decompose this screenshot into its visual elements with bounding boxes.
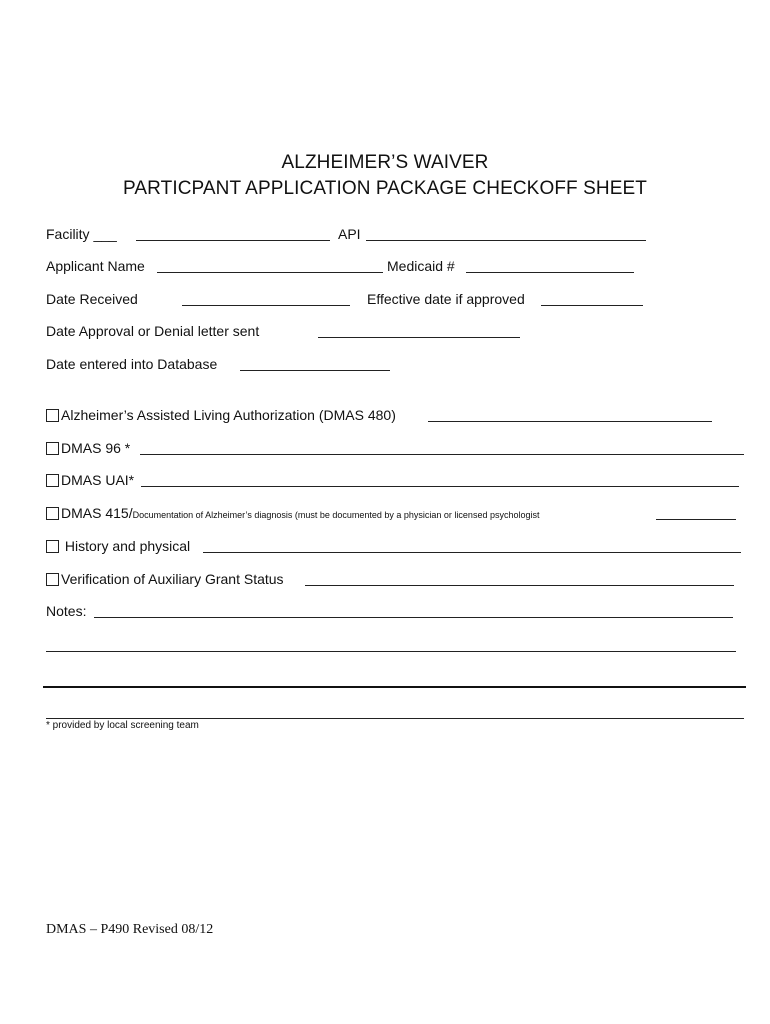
checklist-item-auxiliary-grant	[46, 571, 284, 587]
date-received-field-line[interactable]	[182, 305, 350, 306]
checkbox-auxiliary-grant[interactable]	[46, 573, 59, 586]
checklist-item-auxiliary-grant-label: Verification of Auxiliary Grant Status	[61, 571, 284, 587]
notes-line-1[interactable]	[94, 617, 733, 618]
checklist-item-dmas480-label: Alzheimer’s Assisted Living Authorization (DMAS 480)	[61, 407, 396, 423]
checklist-item-dmas415	[46, 505, 539, 521]
notes-line-3[interactable]	[46, 718, 744, 719]
applicant-name-label: Applicant Name	[46, 258, 145, 274]
notes-line-2[interactable]	[46, 651, 736, 652]
form-title-line2: PARTICPANT APPLICATION PACKAGE CHECKOFF SHEET	[123, 178, 647, 199]
facility-field-line[interactable]	[136, 240, 330, 241]
checklist-item-dmas415-label: DMAS 415/	[61, 505, 133, 521]
dmas96-line	[140, 454, 744, 455]
form-footer: DMAS – P490 Revised 08/12	[46, 922, 214, 937]
medicaid-field-line[interactable]	[466, 272, 634, 273]
date-database-field-line[interactable]	[240, 370, 390, 371]
checklist-item-dmas-uai	[46, 472, 134, 488]
checkbox-dmas96[interactable]	[46, 442, 59, 455]
section-divider	[43, 686, 746, 688]
checklist-item-dmas96	[46, 440, 130, 456]
effective-date-field-line[interactable]	[541, 305, 643, 306]
checklist-item-history	[46, 538, 190, 554]
api-label: API	[338, 226, 361, 242]
checklist-item-history-label: History and physical	[64, 538, 191, 554]
medicaid-label: Medicaid #	[387, 258, 455, 274]
checkbox-history[interactable]	[46, 540, 59, 553]
applicant-name-field-line[interactable]	[157, 272, 383, 273]
date-letter-sent-label: Date Approval or Denial letter sent	[46, 323, 260, 339]
dmas480-line	[428, 421, 712, 422]
api-field-line[interactable]	[366, 240, 646, 241]
form-title-line1: ALZHEIMER’S WAIVER	[281, 152, 489, 173]
date-database-label: Date entered into Database	[46, 356, 218, 372]
checklist-item-dmas480	[46, 407, 396, 423]
checklist-item-dmas-uai-label: DMAS UAI*	[61, 472, 135, 488]
dmas-uai-line	[141, 486, 739, 487]
effective-date-label: Effective date if approved	[367, 291, 525, 307]
checklist-item-dmas96-label: DMAS 96 *	[61, 440, 131, 456]
date-received-label: Date Received	[46, 291, 138, 307]
checkbox-dmas415[interactable]	[46, 507, 59, 520]
footnote: * provided by local screening team	[46, 720, 199, 731]
date-letter-sent-field-line[interactable]	[318, 337, 520, 338]
notes-label: Notes:	[46, 603, 87, 619]
dmas415-detail: Documentation of Alzheimer’s diagnosis (must be documented by a physician or licensed psychologist	[132, 510, 540, 520]
checkbox-dmas-uai[interactable]	[46, 474, 59, 487]
history-line	[203, 552, 741, 553]
auxiliary-grant-line	[305, 585, 734, 586]
dmas415-line	[656, 519, 736, 520]
facility-label: Facility ___	[46, 226, 117, 242]
checkbox-dmas480[interactable]	[46, 409, 59, 422]
